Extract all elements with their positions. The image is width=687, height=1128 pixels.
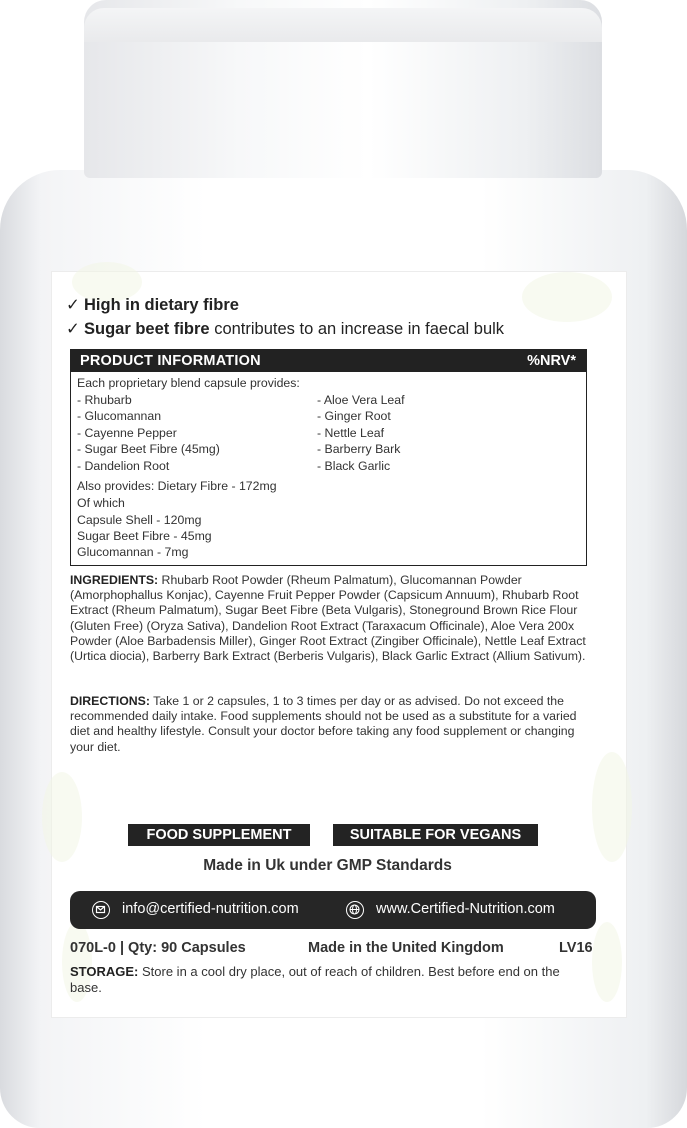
directions-text: DIRECTIONS: Take 1 or 2 capsules, 1 to 3 times per day or as advised. Do not exceed the recommended daily intake. Food supplements should not be used as a substitute for a varied diet and healthy lifestyle. Consult your doctor before taking any food supplement or changing your diet.	[70, 694, 577, 754]
blend-item: - Ginger Root	[317, 409, 391, 423]
blend-item: - Barberry Bark	[317, 442, 401, 456]
ingredients-label: INGREDIENTS:	[70, 573, 159, 587]
blend-intro: Each proprietary blend capsule provides:	[77, 376, 300, 390]
blend-item: - Glucomannan	[77, 409, 162, 423]
batch-quantity: 070L-0 | Qty: 90 Capsules	[70, 940, 246, 956]
email-address[interactable]: info@certified-nutrition.com	[122, 901, 299, 917]
nrv-heading: %NRV*	[527, 353, 576, 369]
contact-bar	[70, 891, 596, 929]
food-supplement-badge: FOOD SUPPLEMENT	[128, 824, 310, 846]
blend-item: - Aloe Vera Leaf	[317, 393, 405, 407]
directions-label: DIRECTIONS:	[70, 694, 150, 708]
product-code: LV16	[559, 940, 593, 956]
check-icon: ✓	[66, 296, 80, 314]
blend-item: - Black Garlic	[317, 459, 391, 473]
fibre-info: Of which	[77, 496, 125, 510]
blend-item: - Cayenne Pepper	[77, 426, 177, 440]
vegan-badge: SUITABLE FOR VEGANS	[333, 824, 538, 846]
leaf-watermark	[522, 272, 612, 322]
claim-sugar-beet: ✓ Sugar beet fibre contributes to an increase in faecal bulk	[66, 320, 505, 338]
product-information-table	[70, 349, 587, 566]
blend-item: - Nettle Leaf	[317, 426, 384, 440]
blend-item: - Dandelion Root	[77, 459, 170, 473]
fibre-info: Glucomannan - 7mg	[77, 545, 189, 559]
storage-text: STORAGE: Store in a cool dry place, out of reach of children. Best before end on the base.	[70, 964, 560, 995]
check-icon: ✓	[66, 320, 80, 338]
claim-high-fibre: ✓ High in dietary fibre	[66, 296, 239, 314]
made-in-uk: Made in the United Kingdom	[308, 940, 504, 956]
fibre-info: Sugar Beet Fibre - 45mg	[77, 529, 212, 543]
product-information-title: PRODUCT INFORMATION	[80, 353, 261, 369]
storage-label: STORAGE:	[70, 964, 139, 979]
website-url[interactable]: www.Certified-Nutrition.com	[376, 901, 555, 917]
blend-item: - Rhubarb	[77, 393, 132, 407]
leaf-watermark	[592, 752, 632, 862]
product-information-header	[71, 350, 586, 372]
email-icon	[92, 901, 110, 919]
gmp-statement: Made in Uk under GMP Standards	[203, 857, 452, 874]
globe-icon	[346, 901, 364, 919]
fibre-info: Capsule Shell - 120mg	[77, 513, 202, 527]
bottle-cap-rim	[84, 8, 602, 42]
leaf-watermark	[42, 772, 82, 862]
blend-item: - Sugar Beet Fibre (45mg)	[77, 442, 220, 456]
fibre-info: Also provides: Dietary Fibre - 172mg	[77, 479, 277, 493]
leaf-watermark	[592, 922, 622, 1002]
ingredients-text: INGREDIENTS: Rhubarb Root Powder (Rheum Palmatum), Glucomannan Powder (Amorphophallus Konjac), Cayenne Fruit Pepper Powder (Capsicum Annuum), Rhubarb Root Extract (Rheum Palmatum), Sugar Beet Fibre (Beta Vulgaris), Stoneground Brown Rice Flour (Gluten Free) (Oryza Sativa), Dandelion Root Extract (Taraxacum Officinale), Aloe Vera 200x Powder (Aloe Barbadensis Miller), Ginger Root Extract (Zingiber Officinale), Nettle Leaf Extract (Urtica diocia), Barberry Bark Extract (Berberis Vulgaris), Black Garlic Extract (Allium Sativum).	[70, 573, 586, 664]
